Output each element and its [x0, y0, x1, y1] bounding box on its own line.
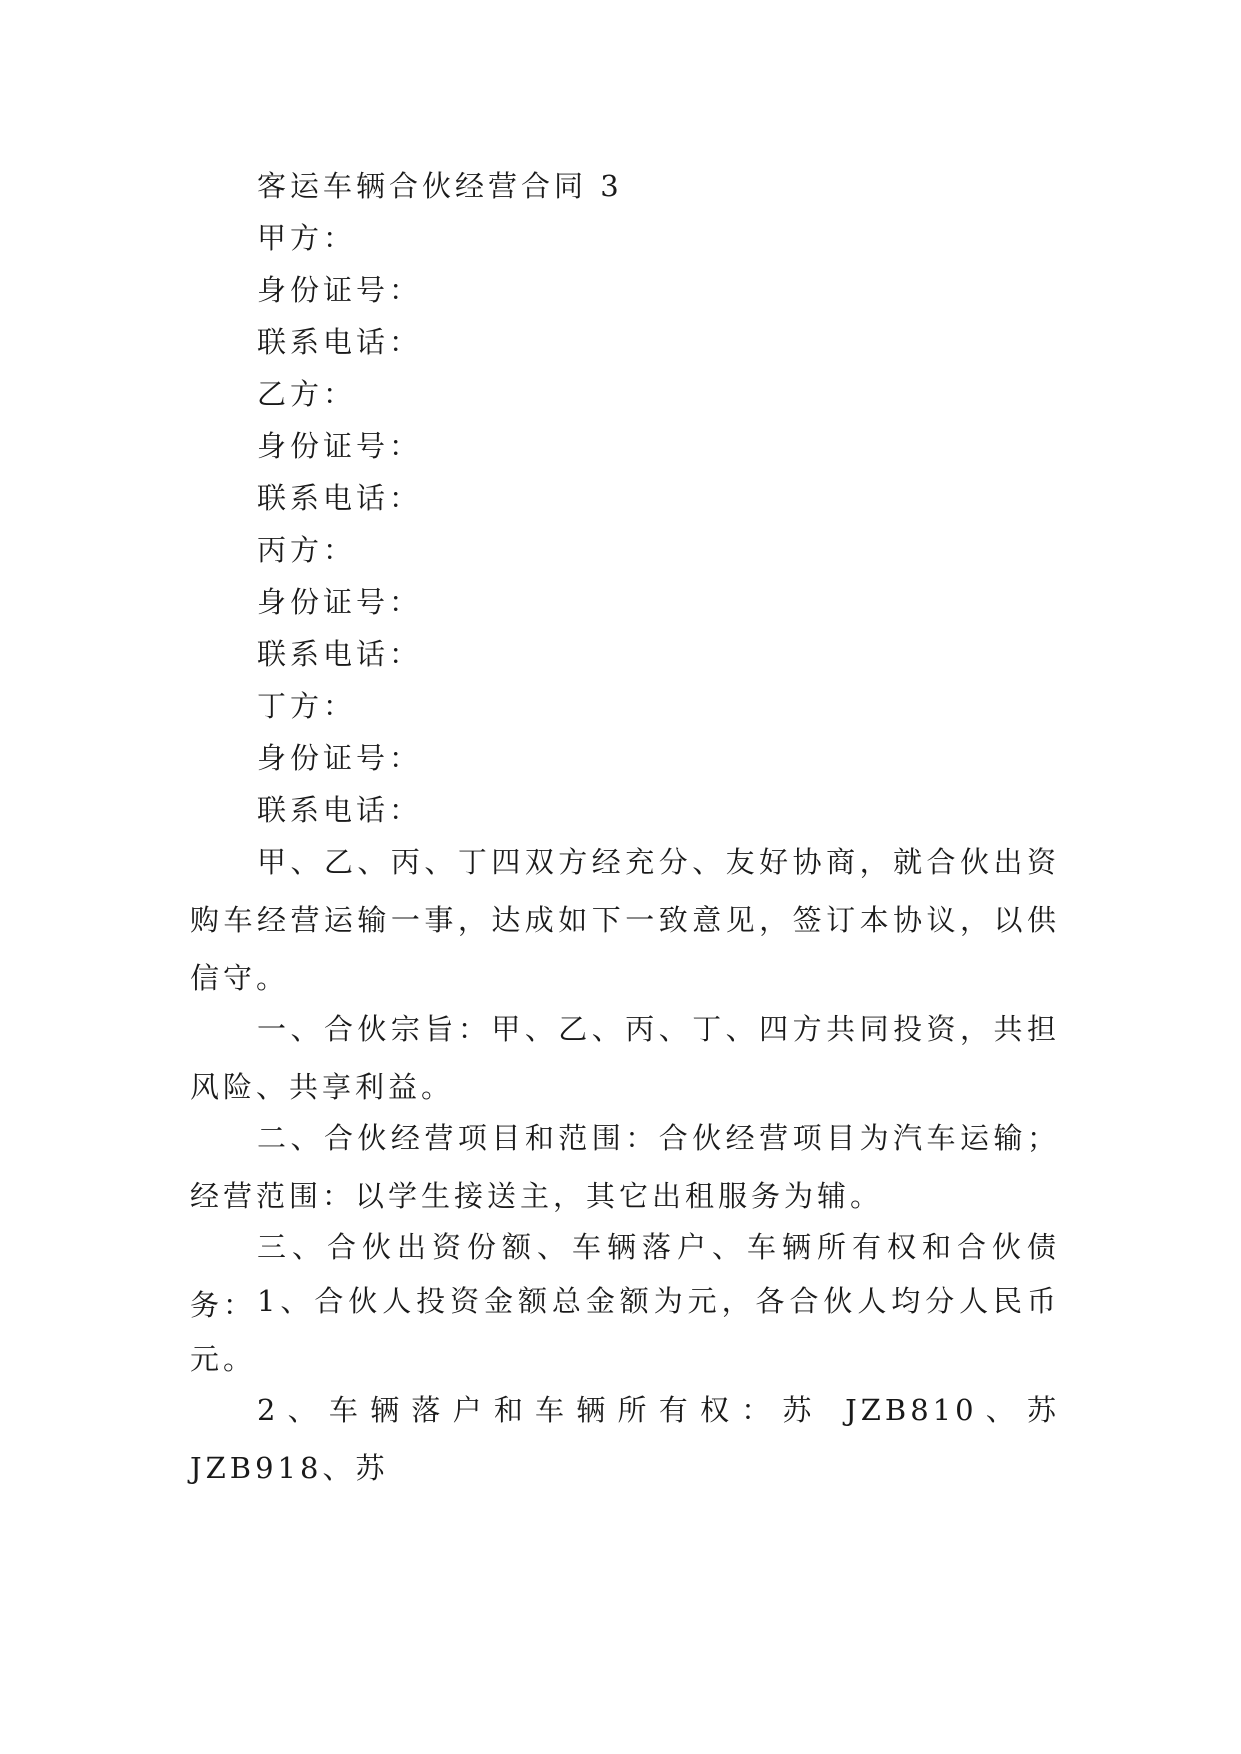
party-d-name: 丁方：	[257, 689, 357, 723]
party-c-phone: 联系电话：	[257, 637, 423, 671]
party-a-name: 甲方：	[257, 221, 357, 255]
party-d-id: 身份证号：	[257, 741, 423, 775]
paragraph-investment: 1、合伙人投资金额总金额为元，各合伙人均分人民币元。	[190, 1284, 1060, 1376]
party-a-id: 身份证号：	[257, 273, 423, 307]
paragraph-section-three: 三、合伙出资份额、车辆落户、车辆所有权和合伙债务：	[190, 1230, 1060, 1322]
party-a-phone: 联系电话：	[257, 325, 423, 359]
document-title: 客运车辆合伙经营合同 3	[257, 169, 623, 203]
party-c-id: 身份证号：	[257, 585, 423, 619]
party-b-id: 身份证号：	[257, 429, 423, 463]
party-d-phone: 联系电话：	[257, 793, 423, 827]
party-b-name: 乙方：	[257, 377, 357, 411]
paragraph-scope: 二、合伙经营项目和范围：合伙经营项目为汽车运输；经营范围：以学生接送主，其它出租服务为辅。	[190, 1121, 1060, 1213]
paragraph-purpose: 一、合伙宗旨：甲、乙、丙、丁、四方共同投资，共担风险、共享利益。	[190, 1012, 1060, 1104]
party-c-name: 丙方：	[257, 533, 357, 567]
paragraph-preamble: 甲、乙、丙、丁四双方经充分、友好协商，就合伙出资购车经营运输一事，达成如下一致意见，签订本协议，以供信守。	[190, 845, 1060, 995]
paragraph-vehicle-ownership: 2、车辆落户和车辆所有权：苏 JZB810、苏 JZB918、苏	[190, 1393, 1060, 1485]
party-b-phone: 联系电话：	[257, 481, 423, 515]
